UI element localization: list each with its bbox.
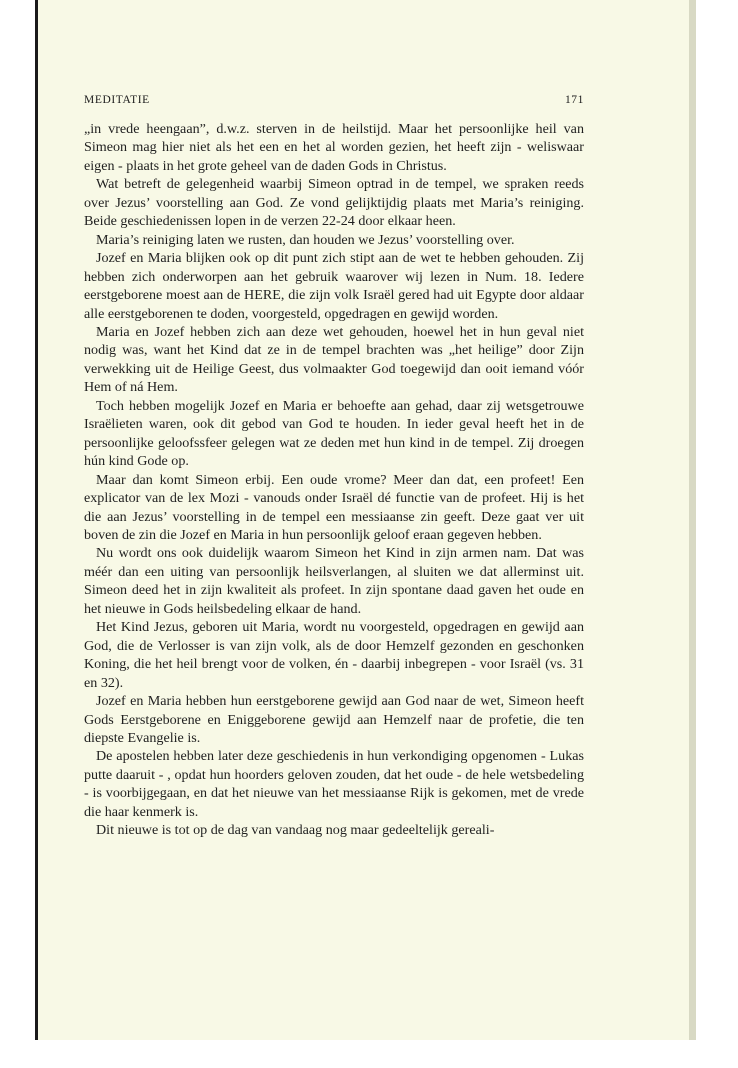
paragraph: Jozef en Maria blijken ook op dit punt zich stipt aan de wet te hebben gehouden. Zij hebben zich onderworpen aan het gebruik waarover wij lezen in Num. 18. Iedere eerstgeborene moest aan de HERE, die zijn volk Israël gered had uit Egypte door aldaar alle eerstgeborenen te doden, voorgesteld, opgedragen en gewijd worden. [84,250,584,322]
paragraph: Maar dan komt Simeon erbij. Een oude vrome? Meer dan dat, een profeet! Een explicator van de lex Mozi - vanouds onder Israël dé functie van de profeet. Hij is het die aan Jezus’ voorstelling in de tempel een messiaanse zin geeft. Deze gaat ver uit boven de zin die Jozef en Maria in hun persoonlijk geloof eraan gegeven hebben. [84,471,584,543]
running-header [84,94,584,106]
paragraph: Toch hebben mogelijk Jozef en Maria er behoefte aan gehad, daar zij wetsgetrouwe Israëlieten waren, ook dit gebod van God te houden. In ieder geval heeft het in de persoonlijke geloofssfeer gelegen wat ze deden met hun kind in de tempel. Zij droegen hún kind Gode op. [84,397,584,470]
body-text [84,120,584,840]
paragraph: Maria’s reiniging laten we rusten, dan houden we Jezus’ voorstelling over. [96,231,515,248]
section-title: MEDITATIE [84,94,150,106]
paragraph: De apostelen hebben later deze geschiedenis in hun verkondiging opgenomen - Lukas putte daaruit - , opdat hun hoorders geloven zouden, dat het oude - de hele wetsbedeling - is voorbijgegaan, en dat het nieuwe van het messiaanse Rijk is gekomen, met de vrede die haar kenmerk is. [84,748,584,820]
paragraph: Nu wordt ons ook duidelijk waarom Simeon het Kind in zijn armen nam. Dat was méér dan een uiting van persoonlijk heilsverlangen, al sluiten we dat allerminst uit. Simeon deed het in zijn kwaliteit als profeet. In zijn spontane daad gaven het oude en het nieuwe in Gods heilsbedeling elkaar de hand. [84,545,584,617]
paragraph: Maria en Jozef hebben zich aan deze wet gehouden, hoewel het in hun geval niet nodig was, want het Kind dat ze in de tempel brachten was „het heilige” door Zijn verwekking uit de Heilige Geest, dus volmaakter God toegewijd dan ooit iemand vóór Hem of ná Hem. [84,323,584,396]
page-edge [689,0,696,1040]
paragraph: Het Kind Jezus, geboren uit Maria, wordt nu voorgesteld, opgedragen en gewijd aan God, die de Verlosser is van zijn volk, als de door Hemzelf gezonden en geschonken Koning, die het heil brengt voor de volken, én - daarbij inbegrepen - voor Israël (vs. 31 en 32). [84,619,584,691]
paragraph: Wat betreft de gelegenheid waarbij Simeon optrad in de tempel, we spraken reeds over Jezus’ voorstelling aan God. Ze vond gelijktijdig plaats met Maria’s reiniging. Beide geschiedenissen lopen in de verzen 22-24 door elkaar heen. [84,176,584,230]
paragraph: Dit nieuwe is tot op de dag van vandaag nog maar gedeeltelijk gereali- [96,822,495,839]
page-number: 171 [564,94,584,106]
paragraph: „in vrede heengaan”, d.w.z. sterven in de heilstijd. Maar het persoonlijke heil van Simeon mag hier niet als het een en het al worden gezien, het heeft zijn - weliswaar eigen - plaats in het grote geheel van de daden Gods in Christus. [84,121,584,174]
paragraph: Jozef en Maria hebben hun eerstgeborene gewijd aan God naar de wet, Simeon heeft Gods Eerstgeborene en Eniggeborene gewijd aan Hemzelf naar de profetie, die ten diepste Evangelie is. [84,693,584,746]
